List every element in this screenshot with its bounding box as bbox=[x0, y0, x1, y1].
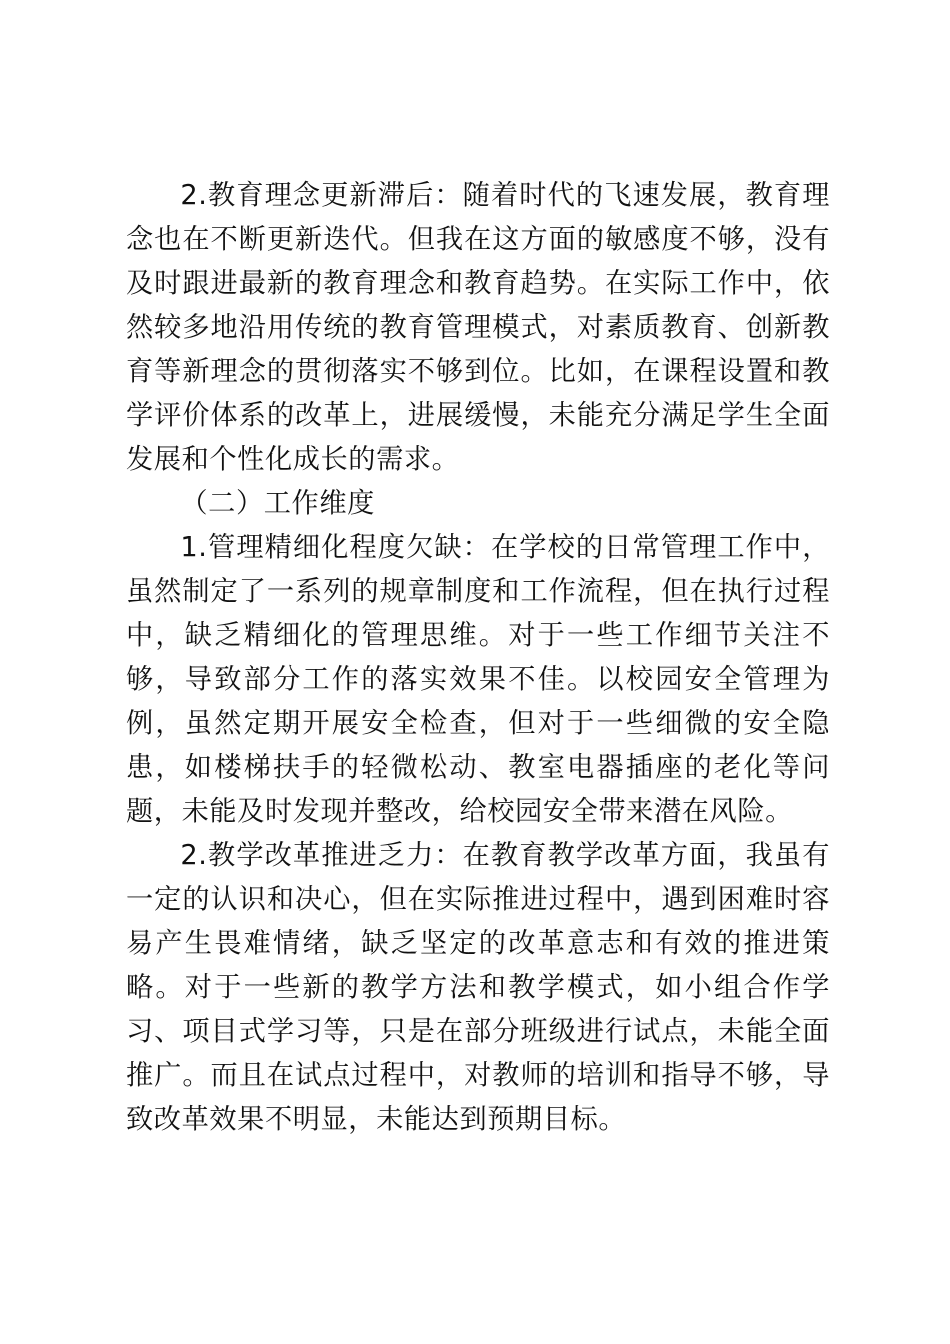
paragraph-teaching-reform: 2.教学改革推进乏力：在教育教学改革方面，我虽有一定的认识和决心，但在实际推进过程中，遇到困难时容易产生畏难情绪，缺乏坚定的改革意志和有效的推进策略。对于一些新的教学方法和教学模式，如小组合作学习、项目式学习等，只是在部分班级进行试点，未能全面推广。而且在试点过程中，对教师的培训和指导不够，导致改革效果不明显，未能达到预期目标。 bbox=[126, 840, 830, 1135]
paragraph-management-refinement: 1.管理精细化程度欠缺：在学校的日常管理工作中，虽然制定了一系列的规章制度和工作流程，但在执行过程中，缺乏精细化的管理思维。对于一些工作细节关注不够，导致部分工作的落实效果不佳。以校园安全管理为例，虽然定期开展安全检查，但对于一些细微的安全隐患，如楼梯扶手的轻微松动、教室电器插座的老化等问题，未能及时发现并整改，给校园安全带来潜在风险。 bbox=[126, 532, 830, 827]
document-page bbox=[126, 174, 830, 1142]
paragraph-education-concept: 2.教育理念更新滞后：随着时代的飞速发展，教育理念也在不断更新迭代。但我在这方面的敏感度不够，没有及时跟进最新的教育理念和教育趋势。在实际工作中，依然较多地沿用传统的教育管理模式，对素质教育、创新教育等新理念的贯彻落实不够到位。比如，在课程设置和教学评价体系的改革上，进展缓慢，未能充分满足学生全面发展和个性化成长的需求。 bbox=[126, 180, 830, 475]
section-heading-work-dimension: （二）工作维度 bbox=[180, 488, 375, 519]
